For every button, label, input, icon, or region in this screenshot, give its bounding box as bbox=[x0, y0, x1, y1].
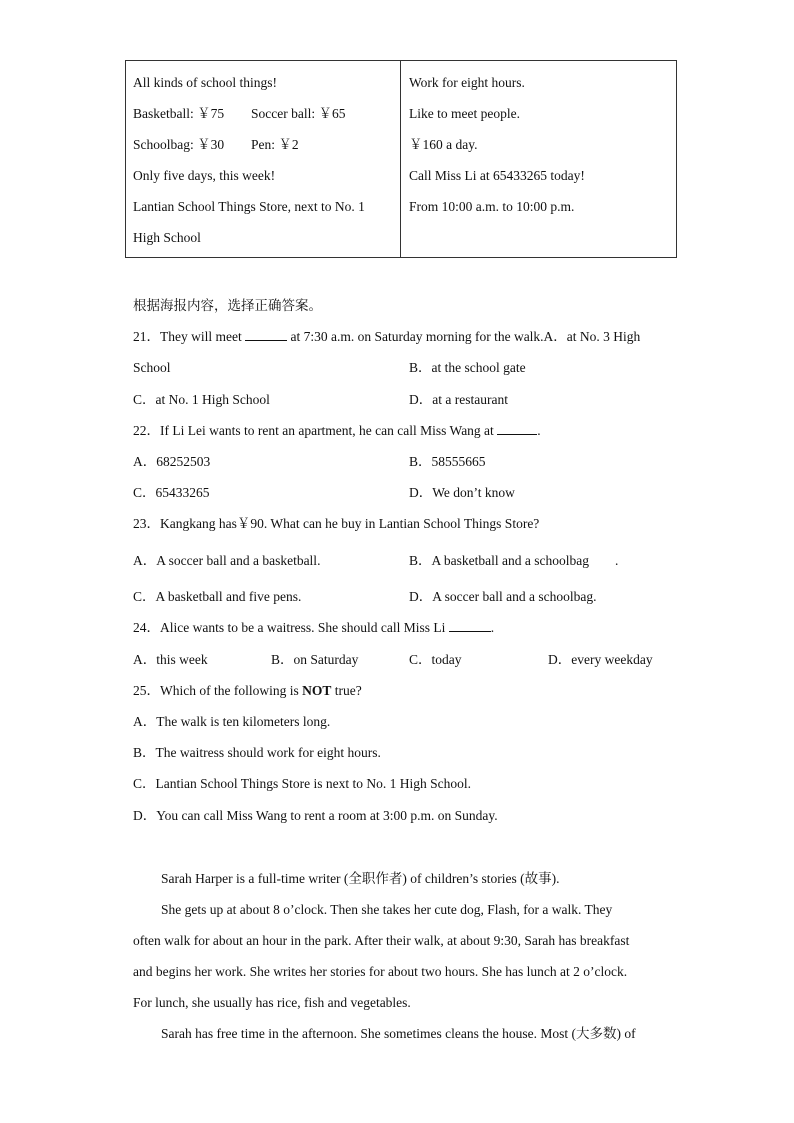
q22-option-c: C．65433265 bbox=[133, 485, 210, 500]
poster-line: ￥160 a day. bbox=[409, 137, 478, 152]
q25-option-d: D．You can call Miss Wang to rent a room at 3:00 p.m. on Sunday. bbox=[133, 808, 498, 823]
q21-option-c: C．at No. 1 High School bbox=[133, 392, 270, 407]
q25-stem-part: true? bbox=[334, 683, 362, 698]
pen-price: Pen: ￥2 bbox=[251, 137, 299, 152]
poster-line: Call Miss Li at 65433265 today! bbox=[409, 168, 585, 183]
instruction: 根据海报内容，选择正确答案。 bbox=[133, 298, 322, 313]
poster-price-line bbox=[133, 104, 400, 135]
passage-line: For lunch, she usually has rice, fish and vegetables. bbox=[133, 995, 411, 1010]
q22-option-a: A．68252503 bbox=[133, 454, 211, 469]
answer-blank bbox=[245, 328, 287, 341]
poster-price-line bbox=[133, 135, 400, 166]
poster-line: All kinds of school things! bbox=[133, 75, 277, 90]
q21-stem-part: 21．They will meet bbox=[133, 329, 242, 344]
q24-stem-part: 24．Alice wants to be a waitress. She should call Miss Li bbox=[133, 620, 446, 635]
q23-option-b bbox=[409, 552, 618, 570]
q22-stem-end: . bbox=[537, 423, 541, 438]
q25-option-a: A．The walk is ten kilometers long. bbox=[133, 714, 331, 729]
poster-line: From 10:00 a.m. to 10:00 p.m. bbox=[409, 199, 575, 214]
question-21-stem bbox=[133, 328, 640, 346]
q23-option-b-dot: . bbox=[614, 553, 619, 568]
poster-line: High School bbox=[133, 230, 201, 245]
q23-option-d: D．A soccer ball and a schoolbag. bbox=[409, 589, 597, 604]
passage-line: Sarah Harper is a full-time writer (全职作者) of children’s stories (故事). bbox=[161, 871, 560, 886]
q25-emphasis: NOT bbox=[302, 683, 332, 698]
poster-store-ad bbox=[126, 61, 401, 257]
q24-option-b: B．on Saturday bbox=[271, 652, 359, 667]
q24-stem-end: . bbox=[490, 620, 495, 635]
q25-option-b: B．The waitress should work for eight hours. bbox=[133, 745, 381, 760]
q22-option-d: D．We don’t know bbox=[409, 485, 515, 500]
reading-passage bbox=[133, 863, 663, 1049]
q22-stem-part: 22．If Li Lei wants to rent an apartment, he can call Miss Wang at bbox=[133, 423, 494, 438]
passage-line: She gets up at about 8 o’clock. Then she takes her cute dog, Flash, for a walk. They bbox=[161, 902, 613, 917]
question-23-stem: 23．Kangkang has￥90. What can he buy in Lantian School Things Store? bbox=[133, 516, 540, 531]
question-25-stem bbox=[133, 682, 362, 700]
q21-stem-cont: School bbox=[133, 360, 171, 375]
q23-option-a: A．A soccer ball and a basketball. bbox=[133, 553, 321, 568]
q25-option-c: C．Lantian School Things Store is next to No. 1 High School. bbox=[133, 776, 471, 791]
poster-line: Lantian School Things Store, next to No. 1 bbox=[133, 199, 365, 214]
poster-line: Only five days, this week! bbox=[133, 168, 276, 183]
answer-blank bbox=[497, 422, 537, 435]
q23-option-b-text: B．A basketball and a schoolbag bbox=[409, 553, 589, 568]
passage-line: and begins her work. She writes her stories for about two hours. She has lunch at 2 o’clock. bbox=[133, 964, 628, 979]
q21-option-d: D．at a restaurant bbox=[409, 392, 508, 407]
basketball-price: Basketball: ￥75 bbox=[133, 106, 225, 121]
question-22-stem bbox=[133, 422, 541, 440]
q21-option-b: B．at the school gate bbox=[409, 360, 526, 375]
q24-option-a: A．this week bbox=[133, 652, 208, 667]
q22-option-b: B．58555665 bbox=[409, 454, 486, 469]
answer-blank bbox=[449, 619, 491, 632]
soccer-ball-price: Soccer ball: ￥65 bbox=[251, 106, 346, 121]
q24-option-c: C．today bbox=[409, 652, 462, 667]
q24-option-d: D．every weekday bbox=[548, 652, 653, 667]
poster-job-ad bbox=[401, 61, 676, 257]
q25-stem-part: 25．Which of the following is bbox=[133, 683, 299, 698]
schoolbag-price: Schoolbag: ￥30 bbox=[133, 137, 225, 152]
q23-option-c: C．A basketball and five pens. bbox=[133, 589, 302, 604]
poster-table bbox=[125, 60, 677, 258]
q21-stem-part: at 7:30 a.m. on Saturday morning for the walk.A．at No. 3 High bbox=[290, 329, 641, 344]
passage-line: often walk for about an hour in the park. After their walk, at about 9:30, Sarah has breakfast bbox=[133, 933, 630, 948]
poster-line: Like to meet people. bbox=[409, 106, 520, 121]
poster-line: Work for eight hours. bbox=[409, 75, 525, 90]
question-24-stem bbox=[133, 619, 494, 637]
passage-line: Sarah has free time in the afternoon. She sometimes cleans the house. Most (大多数) of bbox=[161, 1026, 636, 1041]
